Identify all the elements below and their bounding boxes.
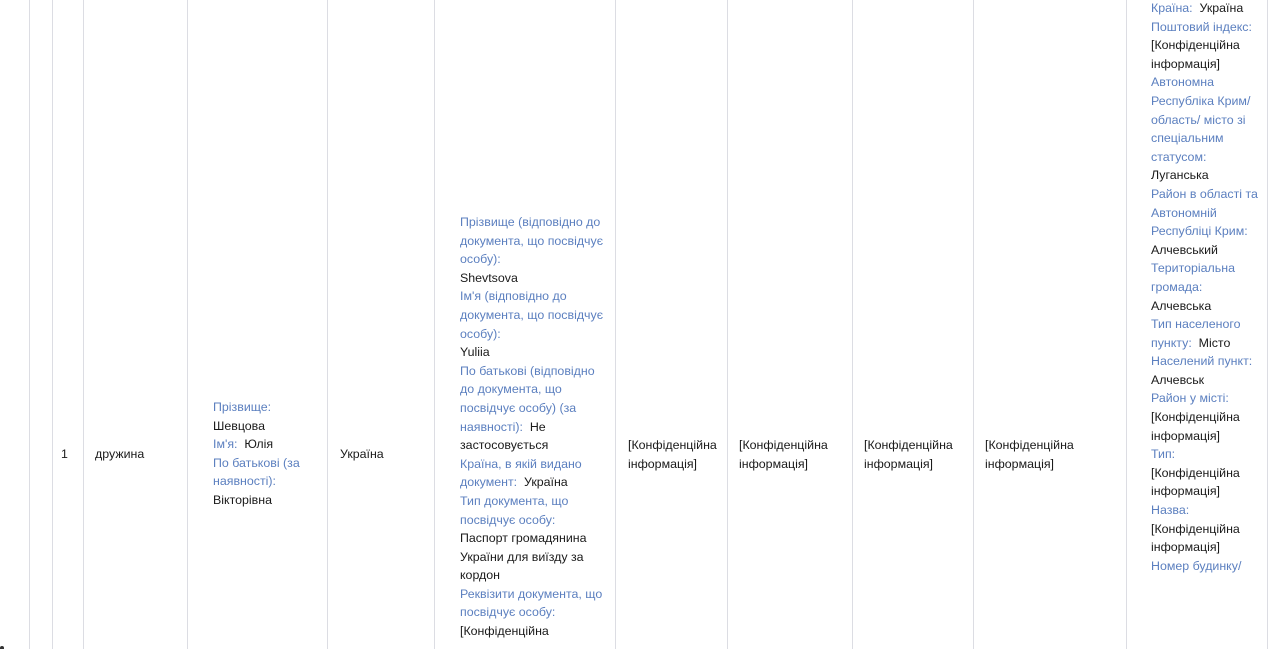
- street-name-value: [Конфіденційна інформація]: [1151, 521, 1240, 555]
- issue-country-label: Країна, в якій видано документ:: [460, 456, 582, 490]
- confidential-cell-1: [Конфіденційна інформація]: [628, 438, 717, 471]
- name-value: Юлія: [244, 437, 274, 452]
- country-label: Країна:: [1151, 1, 1193, 15]
- row-number: 1: [61, 447, 68, 461]
- confidential-cell-2: [Конфіденційна інформація]: [739, 438, 828, 471]
- postcode-label: Поштовий індекс:: [1151, 19, 1252, 34]
- citizenship-cell: Україна: [340, 447, 384, 461]
- latin-surname-label: Прізвище (відповідно до документа, що посвідчує особу):: [460, 215, 604, 267]
- name-label: Ім'я:: [213, 437, 238, 452]
- type-value: [Конфіденційна інформація]: [1151, 465, 1240, 499]
- city-district-value: [Конфіденційна інформація]: [1151, 410, 1240, 443]
- latin-surname-value: Shevtsova: [460, 270, 518, 285]
- address-cell: [1151, 0, 1263, 575]
- confidential-cell-3: [Конфіденційна інформація]: [864, 438, 953, 471]
- doc-details-label: Реквізити документа, що посвідчує особу:: [460, 586, 603, 620]
- district-label: Район в області та Автономній Республіці Крим:: [1151, 186, 1258, 239]
- settlement-label: Населений пункт:: [1151, 354, 1253, 369]
- doc-type-label: Тип документа, що посвідчує особу:: [460, 493, 569, 527]
- settlement-value: Алчевськ: [1151, 372, 1205, 387]
- street-name-label: Назва:: [1151, 503, 1190, 518]
- community-value: Алчевська: [1151, 298, 1212, 313]
- latin-name-value: Yuliia: [460, 345, 490, 360]
- doc-details-value: [Конфіденційна: [460, 624, 549, 639]
- region-value: Луганська: [1151, 168, 1209, 183]
- doc-type-value: Паспорт громадянина України для виїзду за кордон: [460, 531, 587, 583]
- type-label: Тип:: [1151, 447, 1176, 462]
- surname-label: Прізвище:: [213, 400, 272, 414]
- postcode-value: [Конфіденційна інформація]: [1151, 38, 1240, 71]
- settlement-type-value: Місто: [1198, 335, 1231, 350]
- surname-value: Шевцова: [213, 418, 266, 433]
- patronymic-value: Вікторівна: [213, 492, 272, 507]
- document-cell: [460, 213, 610, 641]
- patronymic-label: По батькові (за наявності):: [213, 455, 300, 489]
- community-label: Територіальна громада:: [1151, 261, 1235, 294]
- issue-country-value: Україна: [524, 475, 568, 490]
- country-value: Україна: [1199, 1, 1244, 15]
- relation-cell: дружина: [95, 447, 145, 461]
- latin-patronymic-value: Не застосовується: [460, 419, 549, 453]
- building-label: Номер будинку/: [1151, 558, 1242, 573]
- latin-name-label: Ім'я (відповідно до документа, що посвідчує особу):: [460, 289, 604, 341]
- city-district-label: Район у місті:: [1151, 391, 1229, 406]
- latin-patronymic-label: По батькові (відповідно до документа, що посвідчує особу) (за наявності):: [460, 363, 595, 434]
- settlement-type-label: Тип населеного пункту:: [1151, 317, 1241, 350]
- district-value: Алчевський: [1151, 242, 1218, 257]
- region-label: Автономна Республіка Крим/область/ місто зі спеціальним статусом:: [1151, 75, 1251, 164]
- confidential-cell-4: [Конфіденційна інформація]: [985, 438, 1074, 471]
- person-name-cell: [213, 398, 323, 510]
